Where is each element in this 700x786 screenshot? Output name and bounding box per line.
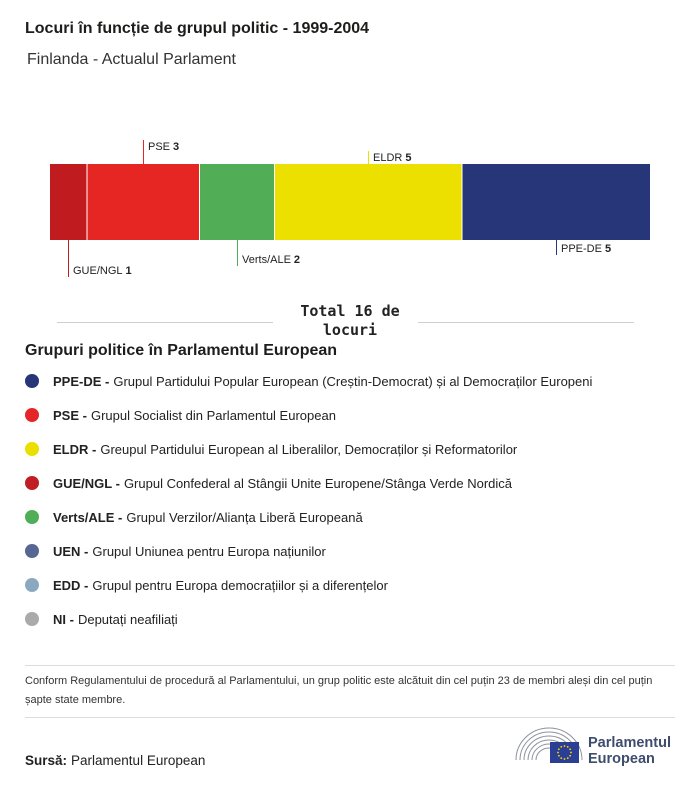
source-value: Parlamentul European [71,753,206,768]
logo-line-1: Parlamentul [588,735,671,751]
eu-star-icon [569,755,571,757]
eu-star-icon [570,752,572,754]
legend-item-label: PPE-DE - [53,373,110,389]
eu-star-icon [569,748,571,750]
legend-swatch-icon [25,578,39,592]
legend-swatch-icon [25,374,39,388]
legend-item-label: GUE/NGL - [53,475,120,491]
source-label: Sursă: [25,753,68,768]
legend-item-ppe-de [25,364,592,398]
segment-label-eldr [373,152,411,164]
eu-star-icon [558,748,560,750]
legend-item-description: Greupul Partidului European al Liberalilor, Democraților și Reformatorilor [100,441,518,457]
total-divider-right [418,322,634,323]
legend-item-gue-ngl [25,466,592,500]
legend-item-edd [25,568,592,602]
bar-segment-ppe-de [463,164,651,240]
legend-item-pse [25,398,592,432]
footnote: Conform Regulamentului de procedură al Parlamentului, un grup politic este alcătuit din cel puțin 23 de membri aleși din cel puțin șapte state membre. [25,675,653,706]
chart-subtitle: Finlanda - Actualul Parlament [27,51,236,68]
legend-item-description: Grupul Confederal al Stângii Unite Europene/Stânga Verde Nordică [123,475,513,491]
eu-star-icon [560,757,562,759]
legend-item-description: Grupul pentru Europa democrațiilor și a diferențelor [92,577,388,593]
legend-swatch-icon [25,544,39,558]
stacked-seat-bar-chart [0,0,700,300]
eu-star-icon [557,752,559,754]
footnote-divider-top [25,665,675,666]
bar-segment-eldr [275,164,462,240]
segment-label-verts-ale [242,254,300,266]
legend-swatch-icon [25,510,39,524]
segment-label-ppe-de [561,243,611,255]
legend-item-label: PSE - [53,407,87,423]
segment-label-name: GUE/NGL [73,265,123,277]
total-seats-label: Total 16 de locuri [300,302,400,339]
legend-item-label: Verts/ALE - [53,509,123,525]
logo-wordmark [588,735,671,767]
bar-segment-gue-ngl [50,164,87,240]
segment-label-value: 3 [173,141,180,153]
legend-item-description: Deputați neafiliați [77,611,178,627]
legend-item-ni [25,602,592,636]
legend [25,364,592,636]
legend-item-description: Grupul Socialist din Parlamentul European [90,407,336,423]
eu-star-icon [567,757,569,759]
legend-swatch-icon [25,408,39,422]
total-divider-left [57,322,273,323]
european-parliament-logo-icon [515,727,585,769]
segment-label-pse [148,141,179,153]
segment-label-value: 5 [604,243,612,255]
eu-star-icon [567,746,569,748]
legend-item-label: EDD - [53,577,89,593]
legend-item-description: Grupul Verzilor/Alianța Liberă Europeană [126,509,363,525]
logo-line-2: European [588,751,655,767]
legend-item-label: UEN - [53,543,89,559]
legend-item-description: Grupul Partidului Popular European (Creștin-Democrat) și al Democraților Europeni [113,373,593,389]
legend-swatch-icon [25,476,39,490]
segment-label-gue-ngl [73,265,132,277]
eu-star-icon [564,745,566,747]
legend-swatch-icon [25,612,39,626]
segment-label-name: Verts/ALE [242,254,291,266]
segment-label-value: 1 [125,265,132,277]
legend-item-label: ELDR - [53,441,97,457]
legend-item-description: Grupul Uniunea pentru Europa națiunilor [92,543,326,559]
footnote-divider-bottom [25,717,675,718]
european-parliament-logo [515,727,675,769]
eu-star-icon [564,758,566,760]
segment-label-value: 5 [405,152,412,164]
segment-label-value: 2 [293,254,301,266]
bar-segment-pse [88,164,200,240]
bar-segment-verts-ale [200,164,274,240]
segment-label-name: PSE [148,141,171,153]
legend-item-verts-ale [25,500,592,534]
legend-swatch-icon [25,442,39,456]
source-line [25,752,205,770]
eu-star-icon [560,746,562,748]
segment-label-name: ELDR [373,152,403,164]
legend-heading: Grupuri politice în Parlamentul European [25,342,338,359]
legend-item-uen [25,534,592,568]
legend-item-label: NI - [53,611,74,627]
eu-star-icon [558,755,560,757]
segment-label-name: PPE-DE [561,243,602,255]
legend-item-eldr [25,432,592,466]
chart-title: Locuri în funcție de grupul politic - 1999-2004 [25,20,370,37]
